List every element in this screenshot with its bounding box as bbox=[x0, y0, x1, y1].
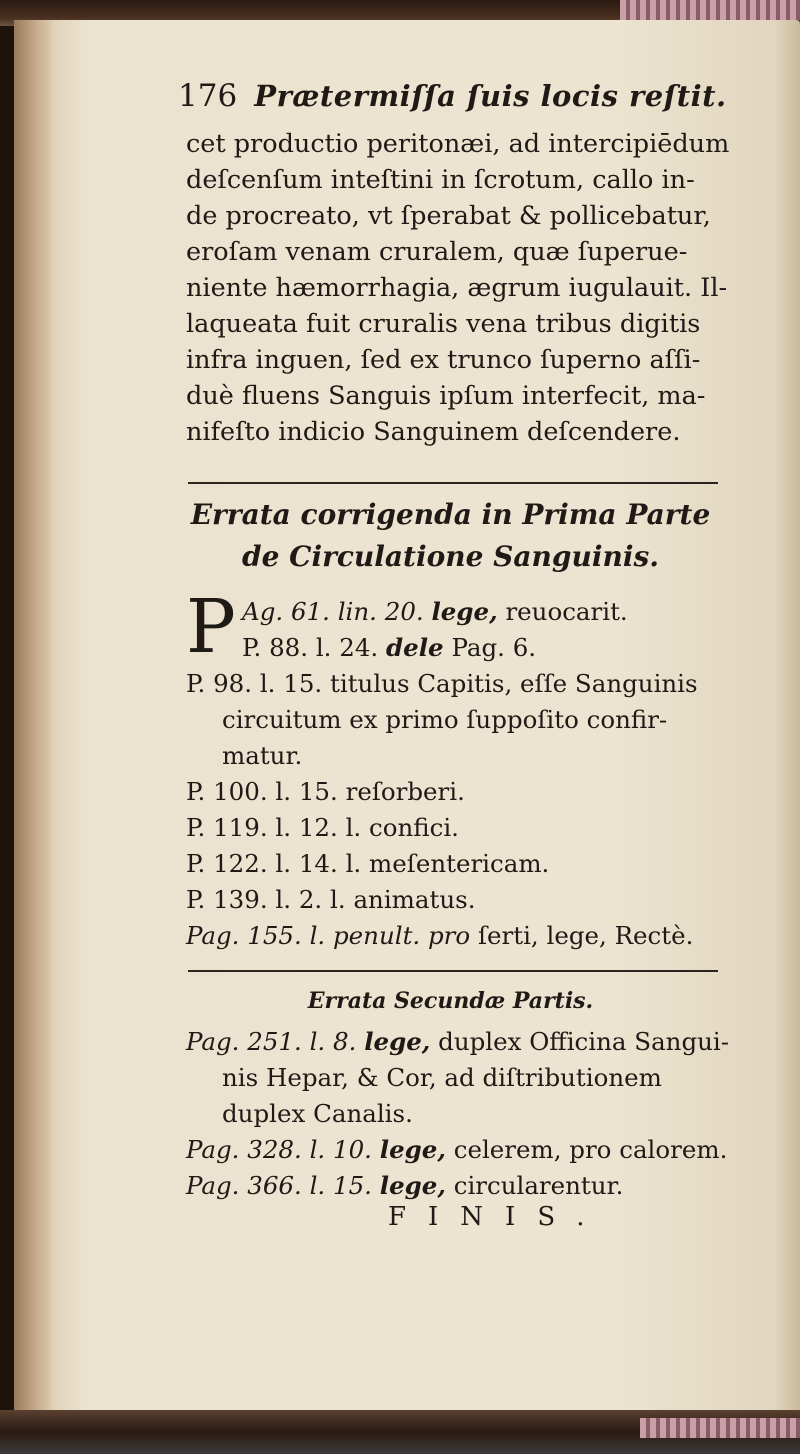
errata-entry bbox=[186, 884, 475, 916]
errata-ref: Pag. 251. l. 8. bbox=[186, 1027, 357, 1056]
errata-text: reuocarit. bbox=[505, 597, 628, 626]
paragraph-line: de procreato, vt ſperabat & pollicebatur, bbox=[186, 201, 711, 231]
errata-entry bbox=[186, 1026, 729, 1058]
errata-second-heading: Errata Secundæ Partis. bbox=[307, 988, 594, 1014]
errata-ref: Pag. 155. l. penult. pro bbox=[186, 921, 471, 950]
errata-ref: P. 139. l. 2. l. bbox=[186, 885, 346, 914]
running-title: Prætermiſſa ſuis locis reſtit. bbox=[254, 79, 727, 113]
errata-ref: P. 88. l. 24. bbox=[242, 633, 379, 662]
errata-continuation: duplex Canalis. bbox=[222, 1099, 413, 1128]
paragraph-line: niente hæmorrhagia, ægrum iugulauit. Il- bbox=[186, 273, 728, 303]
errata-ref: Pag. 328. l. 10. bbox=[186, 1135, 372, 1164]
errata-continuation: matur. bbox=[222, 741, 303, 770]
page-content bbox=[178, 78, 730, 1338]
errata-entry bbox=[186, 668, 698, 700]
errata-entry bbox=[242, 596, 628, 628]
paragraph-line: infra inguen, ſed ex trunco ſuperno aſſi- bbox=[186, 345, 701, 375]
page-number: 176 bbox=[178, 78, 238, 114]
paragraph-line: deſcenſum inteſtini in ſcrotum, callo in- bbox=[186, 165, 695, 195]
errata-ref: Pag. 366. l. 15. bbox=[186, 1171, 372, 1200]
errata-entry bbox=[186, 776, 465, 808]
ribbon-bottom bbox=[640, 1418, 800, 1438]
errata-entry bbox=[242, 632, 536, 664]
paragraph-line: duè fluens Sanguis ipſum interfecit, ma- bbox=[186, 381, 706, 411]
errata-first-heading-2: de Circulatione Sanguinis. bbox=[242, 540, 659, 573]
errata-keyword: lege, bbox=[379, 1171, 446, 1200]
errata-ref: Ag. 61. lin. 20. bbox=[242, 597, 424, 626]
page-gutter bbox=[14, 20, 54, 1420]
paragraph-line: cet productio peritonæi, ad intercipiēdum bbox=[186, 129, 730, 159]
errata-text: confici. bbox=[369, 813, 459, 842]
errata-continuation: circuitum ex primo ſuppoſito confir- bbox=[222, 705, 668, 734]
running-head bbox=[178, 78, 727, 128]
errata-ref: P. 122. l. 14. l. bbox=[186, 849, 362, 878]
errata-keyword: lege, bbox=[379, 1135, 446, 1164]
section-divider bbox=[188, 970, 718, 972]
errata-entry bbox=[186, 1170, 623, 1202]
errata-ref: P. 100. l. 15. bbox=[186, 777, 338, 806]
errata-keyword: lege, bbox=[431, 597, 498, 626]
errata-keyword: lege, bbox=[364, 1027, 431, 1056]
errata-entry bbox=[186, 812, 459, 844]
errata-text: ſerti, lege, Rectè. bbox=[477, 921, 694, 950]
errata-ref: P. 98. l. 15. bbox=[186, 669, 323, 698]
errata-text: meſentericam. bbox=[369, 849, 550, 878]
errata-text: duplex Officina Sangui- bbox=[438, 1027, 730, 1056]
ribbon-top bbox=[620, 0, 800, 20]
errata-text: Pag. 6. bbox=[451, 633, 537, 662]
errata-ref: P. 119. l. 12. l. bbox=[186, 813, 362, 842]
paragraph-line: laqueata fuit cruralis vena tribus digitis bbox=[186, 309, 701, 339]
errata-first-heading-1: Errata corrigenda in Prima Parte bbox=[190, 498, 711, 531]
errata-text: animatus. bbox=[353, 885, 476, 914]
errata-entry bbox=[186, 920, 693, 952]
errata-continuation: nis Hepar, & Cor, ad diſtributionem bbox=[222, 1063, 662, 1092]
finis-text: FINIS. bbox=[388, 1202, 607, 1232]
errata-text: celerem, pro calorem. bbox=[453, 1135, 728, 1164]
section-divider bbox=[188, 482, 718, 484]
errata-text: reſorberi. bbox=[345, 777, 465, 806]
drop-cap: P bbox=[186, 584, 236, 670]
errata-entry bbox=[186, 1134, 727, 1166]
errata-text: circularentur. bbox=[453, 1171, 624, 1200]
errata-text: titulus Capitis, eſſe Sanguinis bbox=[330, 669, 698, 698]
paragraph-line: eroſam venam cruralem, quæ ſuperue- bbox=[186, 237, 688, 267]
paragraph-line: nifeſto indicio Sanguinem deſcendere. bbox=[186, 417, 681, 447]
errata-entry bbox=[186, 848, 549, 880]
errata-keyword: dele bbox=[386, 633, 444, 662]
